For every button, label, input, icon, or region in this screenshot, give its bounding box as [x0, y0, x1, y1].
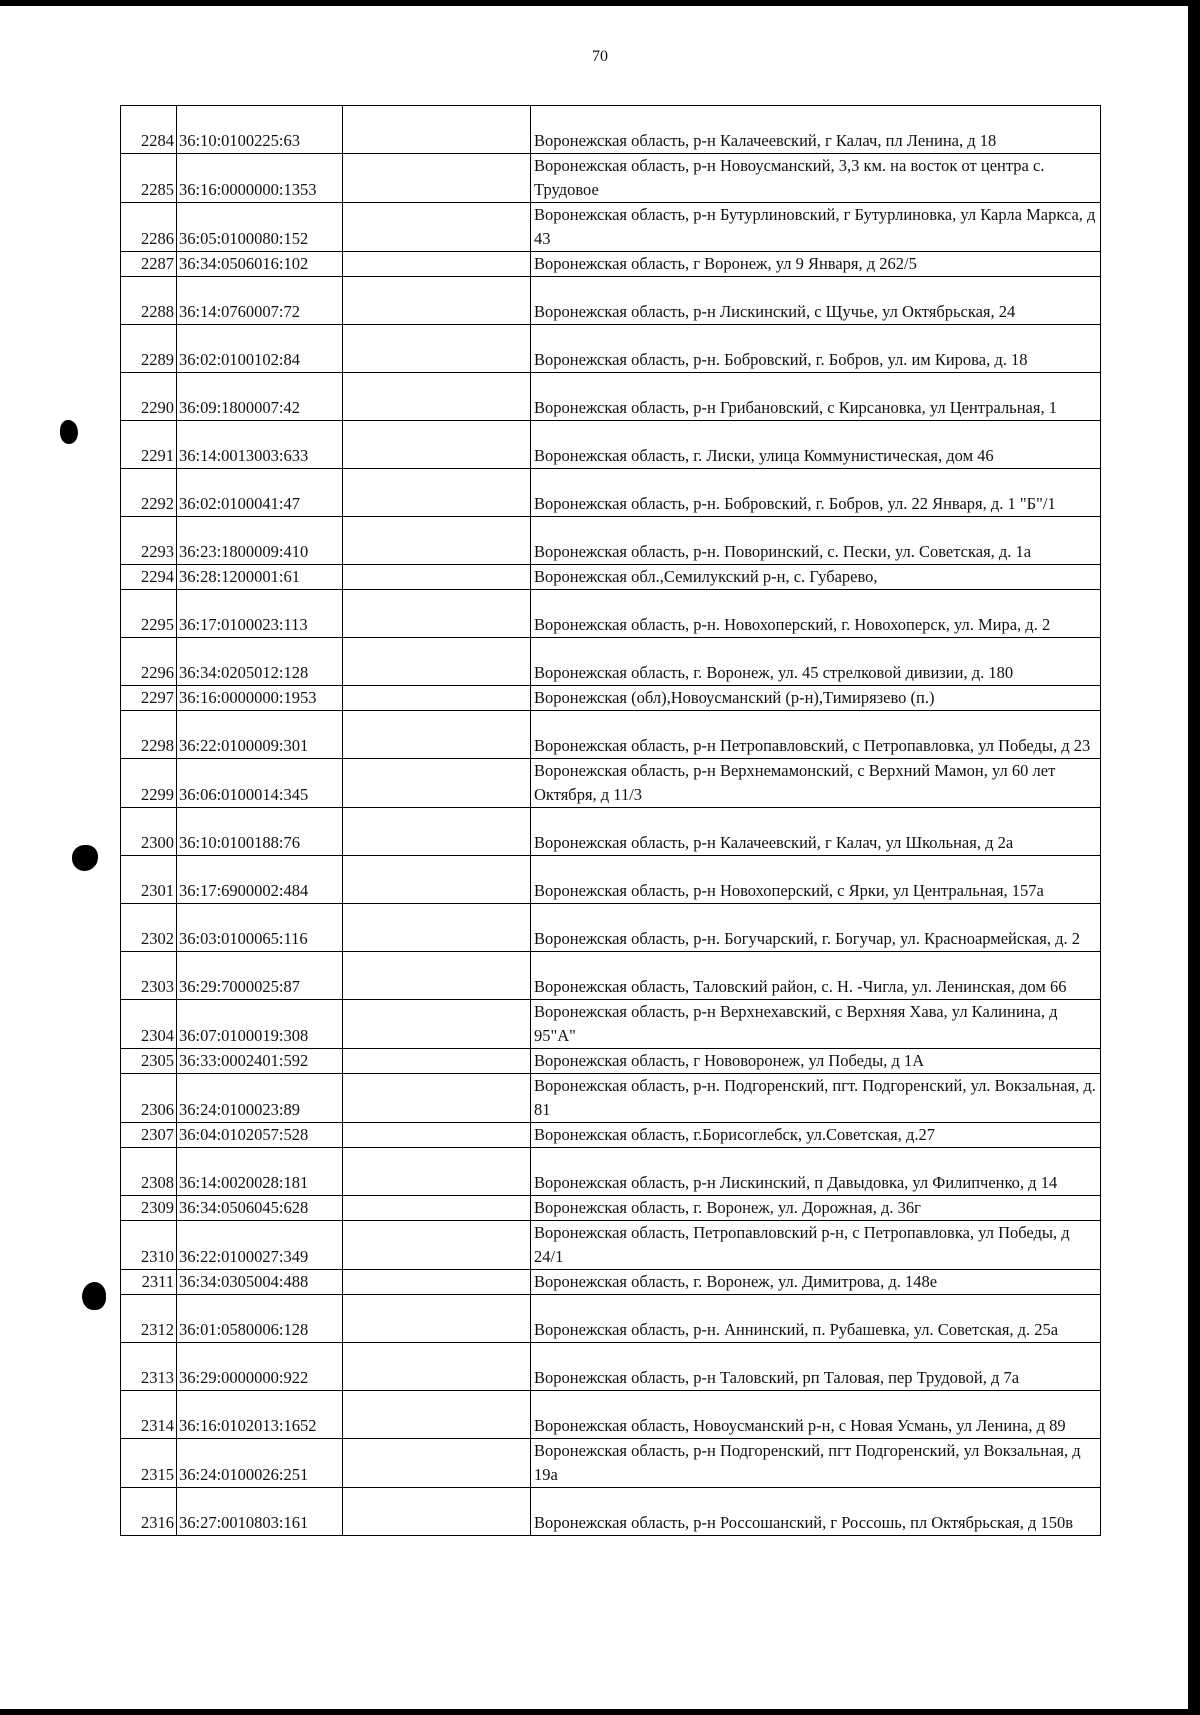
empty-cell — [343, 686, 531, 711]
empty-cell — [343, 759, 531, 808]
address-cell: Воронежская область, г. Лиски, улица Коммунистическая, дом 46 — [531, 421, 1101, 469]
table-row — [121, 1295, 1101, 1343]
row-number: 2289 — [121, 325, 177, 373]
empty-cell — [343, 469, 531, 517]
cadastral-number: 36:22:0100027:349 — [177, 1221, 343, 1270]
address-cell: Воронежская область, р-н Калачеевский, г Калач, ул Школьная, д 2а — [531, 808, 1101, 856]
row-number: 2296 — [121, 638, 177, 686]
registry-body — [121, 106, 1101, 1536]
table-row — [121, 1391, 1101, 1439]
empty-cell — [343, 203, 531, 252]
table-row — [121, 565, 1101, 590]
table-row — [121, 325, 1101, 373]
address-cell: Воронежская область, р-н Лискинский, п Давыдовка, ул Филипченко, д 14 — [531, 1148, 1101, 1196]
table-row — [121, 1439, 1101, 1488]
cadastral-number: 36:16:0000000:1953 — [177, 686, 343, 711]
table-row — [121, 638, 1101, 686]
address-cell: Воронежская область, р-н. Подгоренский, пгт. Подгоренский, ул. Вокзальная, д. 81 — [531, 1074, 1101, 1123]
table-row — [121, 686, 1101, 711]
table-row — [121, 711, 1101, 759]
address-cell: Воронежская область, р-н Калачеевский, г Калач, пл Ленина, д 18 — [531, 106, 1101, 154]
table-row — [121, 1488, 1101, 1536]
table-row — [121, 106, 1101, 154]
address-cell: Воронежская область, р-н Россошанский, г Россошь, пл Октябрьская, д 150в — [531, 1488, 1101, 1536]
cadastral-number: 36:34:0305004:488 — [177, 1270, 343, 1295]
empty-cell — [343, 904, 531, 952]
cadastral-number: 36:16:0000000:1353 — [177, 154, 343, 203]
address-cell: Воронежская область, р-н Таловский, рп Таловая, пер Трудовой, д 7а — [531, 1343, 1101, 1391]
row-number: 2310 — [121, 1221, 177, 1270]
cadastral-number: 36:02:0100041:47 — [177, 469, 343, 517]
cadastral-number: 36:24:0100023:89 — [177, 1074, 343, 1123]
table-row — [121, 759, 1101, 808]
cadastral-number: 36:01:0580006:128 — [177, 1295, 343, 1343]
cadastral-number: 36:09:1800007:42 — [177, 373, 343, 421]
table-row — [121, 277, 1101, 325]
cadastral-number: 36:14:0013003:633 — [177, 421, 343, 469]
table-row — [121, 1148, 1101, 1196]
table-row — [121, 1270, 1101, 1295]
row-number: 2292 — [121, 469, 177, 517]
empty-cell — [343, 1439, 531, 1488]
table-row — [121, 1123, 1101, 1148]
cadastral-number: 36:14:0760007:72 — [177, 277, 343, 325]
empty-cell — [343, 1488, 531, 1536]
address-cell: Воронежская область, р-н. Поворинский, с. Пески, ул. Советская, д. 1а — [531, 517, 1101, 565]
table-row — [121, 517, 1101, 565]
address-cell: Воронежская область, р-н. Аннинский, п. Рубашевка, ул. Советская, д. 25а — [531, 1295, 1101, 1343]
row-number: 2295 — [121, 590, 177, 638]
empty-cell — [343, 106, 531, 154]
table-row — [121, 1221, 1101, 1270]
address-cell: Воронежская область, р-н. Бобровский, г. Бобров, ул. 22 Января, д. 1 "Б"/1 — [531, 469, 1101, 517]
row-number: 2303 — [121, 952, 177, 1000]
address-cell: Воронежская область, р-н Петропавловский, с Петропавловка, ул Победы, д 23 — [531, 711, 1101, 759]
table-row — [121, 1343, 1101, 1391]
row-number: 2290 — [121, 373, 177, 421]
table-row — [121, 469, 1101, 517]
row-number: 2291 — [121, 421, 177, 469]
empty-cell — [343, 252, 531, 277]
empty-cell — [343, 154, 531, 203]
empty-cell — [343, 1123, 531, 1148]
row-number: 2300 — [121, 808, 177, 856]
cadastral-number: 36:34:0506045:628 — [177, 1196, 343, 1221]
table-row — [121, 1196, 1101, 1221]
cadastral-number: 36:16:0102013:1652 — [177, 1391, 343, 1439]
cadastral-number: 36:06:0100014:345 — [177, 759, 343, 808]
table-row — [121, 856, 1101, 904]
cadastral-number: 36:17:0100023:113 — [177, 590, 343, 638]
cadastral-number: 36:10:0100188:76 — [177, 808, 343, 856]
empty-cell — [343, 1049, 531, 1074]
address-cell: Воронежская область, г Воронеж, ул 9 Января, д 262/5 — [531, 252, 1101, 277]
empty-cell — [343, 325, 531, 373]
address-cell: Воронежская область, р-н Подгоренский, пгт Подгоренский, ул Вокзальная, д 19а — [531, 1439, 1101, 1488]
table-row — [121, 590, 1101, 638]
empty-cell — [343, 808, 531, 856]
table-row — [121, 1074, 1101, 1123]
table-row — [121, 1049, 1101, 1074]
empty-cell — [343, 952, 531, 1000]
table-row — [121, 904, 1101, 952]
row-number: 2297 — [121, 686, 177, 711]
table-row — [121, 373, 1101, 421]
empty-cell — [343, 277, 531, 325]
row-number: 2309 — [121, 1196, 177, 1221]
table-row — [121, 808, 1101, 856]
row-number: 2312 — [121, 1295, 177, 1343]
address-cell: Воронежская область, р-н. Бобровский, г. Бобров, ул. им Кирова, д. 18 — [531, 325, 1101, 373]
empty-cell — [343, 517, 531, 565]
empty-cell — [343, 856, 531, 904]
cadastral-number: 36:22:0100009:301 — [177, 711, 343, 759]
row-number: 2287 — [121, 252, 177, 277]
empty-cell — [343, 1343, 531, 1391]
address-cell: Воронежская область, г.Борисоглебск, ул.Советская, д.27 — [531, 1123, 1101, 1148]
address-cell: Воронежская область, р-н Лискинский, с Щучье, ул Октябрьская, 24 — [531, 277, 1101, 325]
address-cell: Воронежская область, р-н. Новохоперский, г. Новохоперск, ул. Мира, д. 2 — [531, 590, 1101, 638]
table-row — [121, 421, 1101, 469]
empty-cell — [343, 565, 531, 590]
address-cell: Воронежская область, Таловский район, с. Н. -Чигла, ул. Ленинская, дом 66 — [531, 952, 1101, 1000]
address-cell: Воронежская (обл),Новоусманский (р-н),Тимирязево (п.) — [531, 686, 1101, 711]
empty-cell — [343, 1391, 531, 1439]
punch-hole-mark — [60, 420, 78, 444]
empty-cell — [343, 1148, 531, 1196]
table-row — [121, 1000, 1101, 1049]
row-number: 2306 — [121, 1074, 177, 1123]
row-number: 2302 — [121, 904, 177, 952]
row-number: 2284 — [121, 106, 177, 154]
row-number: 2307 — [121, 1123, 177, 1148]
table-row — [121, 154, 1101, 203]
row-number: 2305 — [121, 1049, 177, 1074]
empty-cell — [343, 421, 531, 469]
address-cell: Воронежская обл.,Семилукский р-н, с. Губарево, — [531, 565, 1101, 590]
page-number: 70 — [592, 48, 608, 65]
row-number: 2299 — [121, 759, 177, 808]
cadastral-number: 36:29:7000025:87 — [177, 952, 343, 1000]
cadastral-number: 36:24:0100026:251 — [177, 1439, 343, 1488]
row-number: 2315 — [121, 1439, 177, 1488]
address-cell: Воронежская область, Новоусманский р-н, с Новая Усмань, ул Ленина, д 89 — [531, 1391, 1101, 1439]
cadastral-number: 36:33:0002401:592 — [177, 1049, 343, 1074]
cadastral-number: 36:27:0010803:161 — [177, 1488, 343, 1536]
row-number: 2301 — [121, 856, 177, 904]
row-number: 2288 — [121, 277, 177, 325]
row-number: 2308 — [121, 1148, 177, 1196]
row-number: 2304 — [121, 1000, 177, 1049]
address-cell: Воронежская область, р-н Новохоперский, с Ярки, ул Центральная, 157а — [531, 856, 1101, 904]
cadastral-number: 36:10:0100225:63 — [177, 106, 343, 154]
cadastral-number: 36:34:0506016:102 — [177, 252, 343, 277]
row-number: 2313 — [121, 1343, 177, 1391]
empty-cell — [343, 373, 531, 421]
address-cell: Воронежская область, Петропавловский р-н, с Петропавловка, ул Победы, д 24/1 — [531, 1221, 1101, 1270]
table-row — [121, 252, 1101, 277]
cadastral-number: 36:29:0000000:922 — [177, 1343, 343, 1391]
cadastral-number: 36:28:1200001:61 — [177, 565, 343, 590]
punch-hole-mark — [72, 845, 98, 871]
row-number: 2293 — [121, 517, 177, 565]
address-cell: Воронежская область, г. Воронеж, ул. Дорожная, д. 36г — [531, 1196, 1101, 1221]
empty-cell — [343, 590, 531, 638]
address-cell: Воронежская область, г Нововоронеж, ул Победы, д 1А — [531, 1049, 1101, 1074]
cadastral-number: 36:03:0100065:116 — [177, 904, 343, 952]
address-cell: Воронежская область, р-н Верхнехавский, с Верхняя Хава, ул Калинина, д 95"А" — [531, 1000, 1101, 1049]
address-cell: Воронежская область, р-н Новоусманский, 3,3 км. на восток от центра с. Трудовое — [531, 154, 1101, 203]
empty-cell — [343, 638, 531, 686]
cadastral-number: 36:17:6900002:484 — [177, 856, 343, 904]
cadastral-number: 36:34:0205012:128 — [177, 638, 343, 686]
cadastral-number: 36:02:0100102:84 — [177, 325, 343, 373]
table-row — [121, 203, 1101, 252]
row-number: 2316 — [121, 1488, 177, 1536]
cadastral-number: 36:04:0102057:528 — [177, 1123, 343, 1148]
row-number: 2285 — [121, 154, 177, 203]
address-cell: Воронежская область, р-н. Богучарский, г. Богучар, ул. Красноармейская, д. 2 — [531, 904, 1101, 952]
row-number: 2311 — [121, 1270, 177, 1295]
punch-hole-mark — [82, 1282, 106, 1310]
row-number: 2298 — [121, 711, 177, 759]
row-number: 2314 — [121, 1391, 177, 1439]
address-cell: Воронежская область, р-н Бутурлиновский, г Бутурлиновка, ул Карла Маркса, д 43 — [531, 203, 1101, 252]
empty-cell — [343, 1270, 531, 1295]
registry-table — [120, 105, 1101, 1536]
address-cell: Воронежская область, г. Воронеж, ул. 45 стрелковой дивизии, д. 180 — [531, 638, 1101, 686]
address-cell: Воронежская область, г. Воронеж, ул. Димитрова, д. 148е — [531, 1270, 1101, 1295]
row-number: 2286 — [121, 203, 177, 252]
row-number: 2294 — [121, 565, 177, 590]
address-cell: Воронежская область, р-н Верхнемамонский, с Верхний Мамон, ул 60 лет Октября, д 11/3 — [531, 759, 1101, 808]
empty-cell — [343, 711, 531, 759]
empty-cell — [343, 1196, 531, 1221]
cadastral-number: 36:23:1800009:410 — [177, 517, 343, 565]
address-cell: Воронежская область, р-н Грибановский, с Кирсановка, ул Центральная, 1 — [531, 373, 1101, 421]
empty-cell — [343, 1074, 531, 1123]
empty-cell — [343, 1295, 531, 1343]
table-row — [121, 952, 1101, 1000]
cadastral-number: 36:14:0020028:181 — [177, 1148, 343, 1196]
empty-cell — [343, 1221, 531, 1270]
empty-cell — [343, 1000, 531, 1049]
cadastral-number: 36:05:0100080:152 — [177, 203, 343, 252]
cadastral-number: 36:07:0100019:308 — [177, 1000, 343, 1049]
